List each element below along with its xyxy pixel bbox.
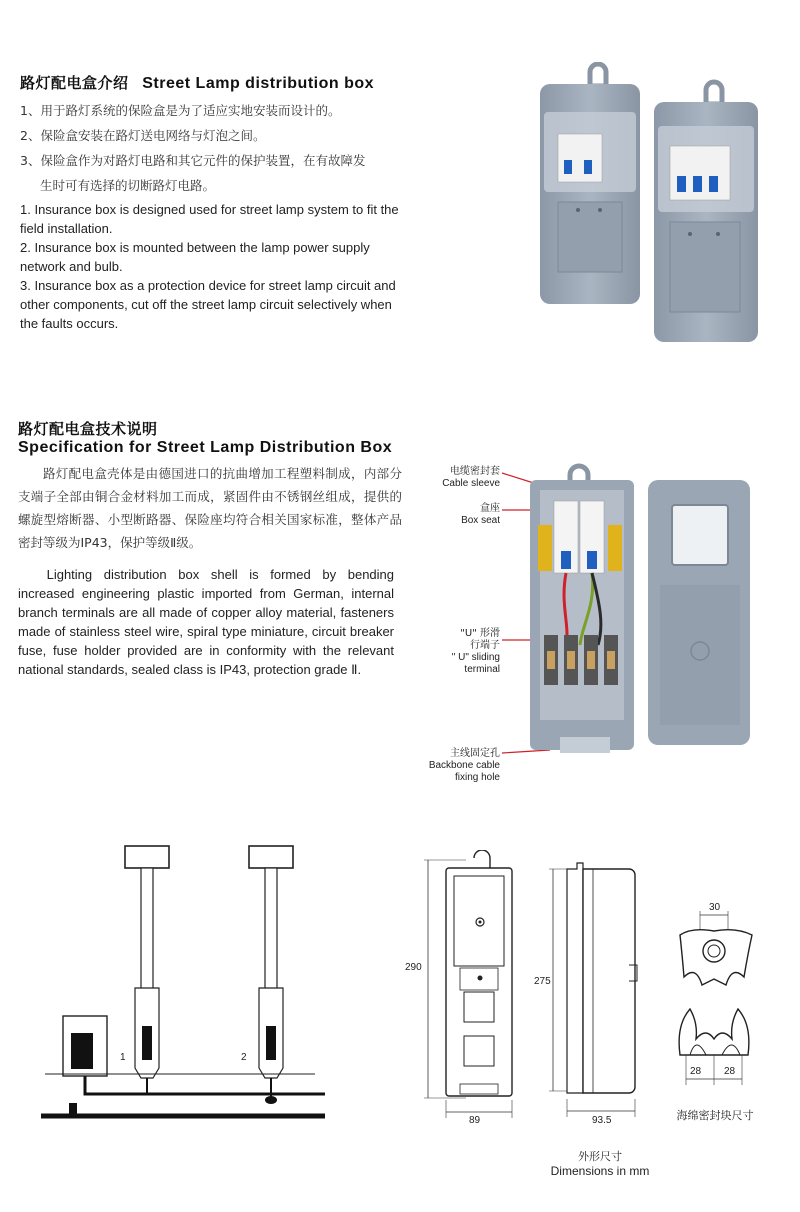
pole-label-1: 1: [120, 1052, 126, 1063]
installation-diagram: [35, 838, 325, 1138]
spec-title-cn: 路灯配电盒技术说明: [18, 420, 158, 438]
intro-title: [20, 72, 374, 93]
intro-en-point: 1. Insurance box is designed used for street lamp system to fit the field installation.: [20, 202, 399, 236]
callout-backbone: 主线固定孔 Backbone cable fixing hole: [428, 748, 500, 783]
dim-width-front: 89: [469, 1115, 481, 1126]
open-box-photo: [500, 455, 760, 765]
intro-cn-list: [20, 98, 420, 198]
pole-label-2: 2: [241, 1052, 247, 1063]
intro-title-en: Street Lamp distribution box: [142, 75, 375, 92]
intro-cn-point: 2、保险盒安装在路灯送电网络与灯泡之间。: [20, 128, 266, 143]
intro-cn-point: 生时可有选择的切断路灯电路。: [40, 178, 216, 193]
spec-body-en: Lighting distribution box shell is formed by bending increased engineering plastic imported from German, internal branch terminals are all made of copper alloy material, fasteners made of stainless steel wire, spiral type miniature, circuit breaker fuse, fuse holder provided are in conformity with the relevant national standards, sealed class is IP43, protection grade Ⅱ.: [18, 567, 394, 677]
seal-caption: 海绵密封块尺寸: [676, 1109, 754, 1122]
spec-body-cn: 路灯配电盒壳体是由德国进口的抗曲增加工程塑料制成，内部分支端子全部由铜合金材料加工而成，紧固件由不锈钢丝组成，提供的螺旋型熔断器、小型断路器、保险座均符合相关国家标准，整体产品密封等级为IP43，保护等级Ⅱ级。: [18, 466, 402, 550]
dimensions-caption-cn: 外形尺寸: [578, 1150, 622, 1163]
dim-depth-side: 93.5: [592, 1115, 612, 1126]
front-dimension-drawing: [420, 850, 530, 1130]
dimensions-caption-en: Dimensions in mm: [550, 1164, 650, 1178]
dim-seal-top: 30: [709, 902, 721, 913]
spec-title-en: Specification for Street Lamp Distribution Box: [18, 439, 393, 456]
callout-box-seat: 盒座 Box seat: [461, 503, 500, 526]
dim-height-side: 275: [534, 976, 551, 987]
intro-en-point: 3. Insurance box as a protection device for street lamp circuit and other components, cut off the street lamp circuit selectively when the faults occurs.: [20, 278, 396, 331]
intro-en-point: 2. Insurance box is mounted between the lamp power supply network and bulb.: [20, 240, 370, 274]
callout-u-terminal: "U" 形滑 行端子 " U" sliding terminal: [451, 628, 500, 675]
dim-seal-left: 28: [690, 1066, 702, 1077]
product-photo: [530, 62, 770, 352]
intro-cn-point: 3、保险盒作为对路灯电路和其它元件的保护装置，在有故障发: [20, 153, 366, 168]
dim-height-total: 290: [405, 962, 422, 973]
seal-block-drawing: [672, 905, 762, 1095]
dim-seal-right: 28: [724, 1066, 736, 1077]
dimensions-caption: [520, 1148, 680, 1178]
callout-cable-sleeve: 电缆密封套 Cable sleeve: [442, 466, 500, 489]
box-right-illustration: [654, 82, 758, 342]
spec-title-en-wrap: [18, 438, 392, 457]
intro-en-list: [20, 200, 402, 333]
box-left-illustration: [540, 64, 640, 304]
intro-title-cn: 路灯配电盒介绍: [20, 74, 129, 92]
side-dimension-drawing: [545, 855, 655, 1130]
intro-cn-point: 1、用于路灯系统的保险盒是为了适应实地安装而设计的。: [20, 103, 341, 118]
